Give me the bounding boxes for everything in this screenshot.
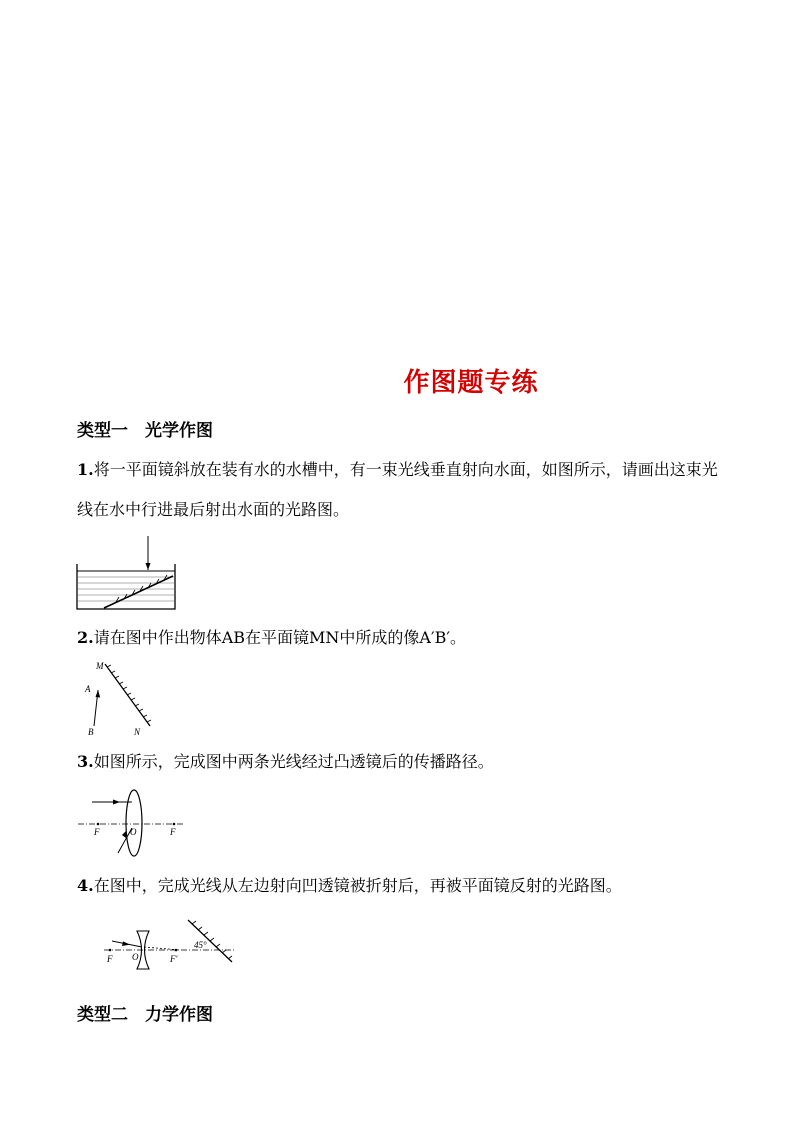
question-number: 3.	[77, 752, 94, 771]
figure-2-plane-mirror	[80, 656, 160, 736]
figure-1-water-tank	[76, 536, 176, 612]
question-number: 1.	[77, 460, 94, 479]
label-f: F	[107, 954, 113, 964]
page-title: 作图题专练	[403, 368, 539, 398]
question-2	[77, 618, 727, 658]
label-f-prime: F′	[170, 954, 178, 964]
label-o: O	[130, 827, 137, 837]
label-a: A	[85, 684, 91, 694]
question-text: 请在图中作出物体AB在平面镜MN中所成的像A′B′。	[93, 628, 466, 647]
question-text: 将一平面镜斜放在装有水的水槽中，有一束光线垂直射向水面，如图所示，请画出这束光线在水中行进最后射出水面的光路图。	[77, 460, 718, 519]
figure-3-convex-lens	[78, 786, 188, 860]
label-angle: 45°	[194, 940, 207, 950]
question-3	[77, 742, 727, 782]
label-n: N	[134, 727, 141, 737]
question-text: 在图中，完成光线从左边射向凹透镜被折射后，再被平面镜反射的光路图。	[93, 876, 622, 895]
question-4	[77, 866, 727, 906]
question-1	[77, 450, 727, 530]
label-o: O	[132, 952, 139, 962]
label-f-right: F	[170, 827, 176, 837]
question-number: 2.	[77, 628, 94, 647]
label-f-left: F	[94, 827, 100, 837]
section-heading-mechanics: 类型二 力学作图	[77, 1005, 213, 1025]
figure-4-concave-lens-mirror	[104, 916, 238, 974]
label-b: B	[88, 727, 94, 737]
section-heading-optics: 类型一 光学作图	[77, 421, 213, 441]
question-text: 如图所示，完成图中两条光线经过凸透镜后的传播路径。	[93, 752, 494, 771]
question-number: 4.	[77, 876, 94, 895]
label-m: M	[96, 661, 104, 671]
